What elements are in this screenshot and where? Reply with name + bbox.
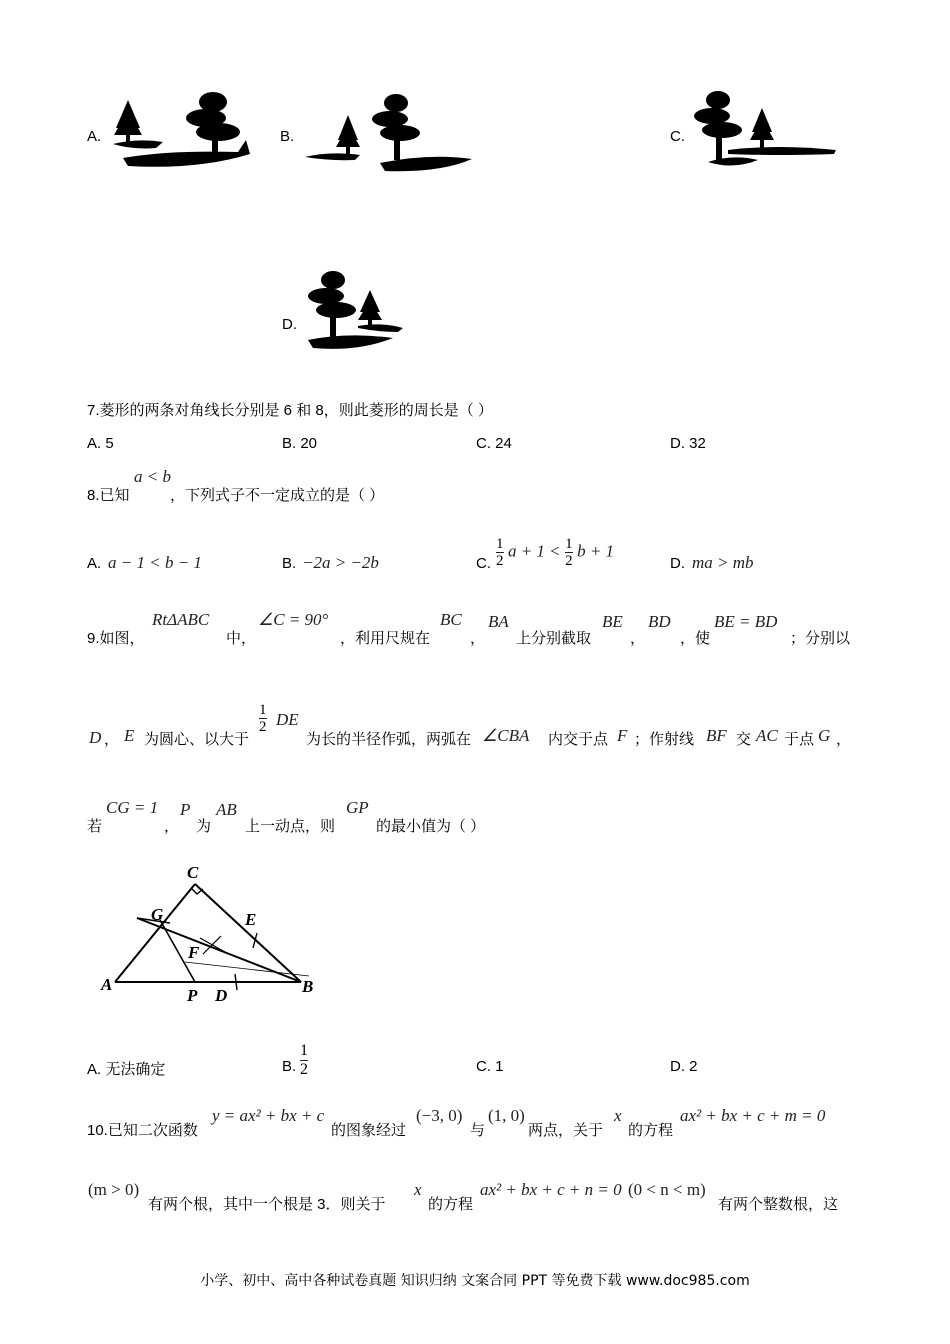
q9-option-a: A. 无法确定 [87,1061,166,1078]
q9-fig-label-c: C [187,863,199,882]
q6-option-d-label: D. [282,316,297,333]
q6-option-c-image [688,80,843,175]
q8-option-c-label: C. [476,555,491,572]
q9-half-fraction: $\frac{1}{2}$ [259,702,267,735]
q8-stem-post: ，下列式子不一定成立的是（ ） [170,487,385,504]
q10-point1: (−3, 0) [416,1106,463,1125]
q9-fig-label-g: G [151,905,164,924]
q8-stem-pre: 8.已知 [87,487,130,504]
q7-option-a: A. 5 [87,435,114,452]
q7-option-b: B. 20 [282,435,318,452]
q10-function: y = ax² + bx + c [212,1106,325,1125]
q6-option-a-label: A. [87,128,102,145]
q10-equation1: ax² + bx + c + m = 0 [680,1106,826,1125]
q6-option-b-image [300,85,480,175]
q7-option-d: D. 32 [670,435,706,452]
q8-option-b-expr: −2a > −2b [302,553,379,572]
q10-condition-m: (m > 0) [88,1180,140,1199]
q8-option-d-label: D. [670,555,685,572]
q6-option-c-label: C. [670,128,685,145]
q8-option-c-frac2: $\frac{1}{2}$ [565,536,573,569]
q9-option-b-fraction: $\frac{1}{2}$ [300,1042,308,1078]
q9-fig-label-p: P [187,986,198,1005]
q9-fig-label-a: A [101,975,113,994]
q7-option-c: C. 24 [476,435,512,452]
q10-condition-n: (0 < n < m) [628,1180,706,1199]
q9-fig-label-b: B [302,977,314,996]
q8-option-c-expr: $\frac{1}{2}$ a + 1 < $\frac{1}{2}$ b + 1 [496,536,615,569]
q9-option-b-label: B. [282,1058,297,1075]
q9-fig-label-e: E [245,910,257,929]
q8-condition: a < b [134,467,171,486]
q8-option-d-expr: ma > mb [692,553,754,572]
q7-stem: 7.菱形的两条对角线长分别是 6 和 8，则此菱形的周长是（ ） [87,402,493,419]
q9-be-eq-bd: BE = BD [714,612,778,631]
q8-option-b-label: B. [282,555,297,572]
q8-option-a-label: A. [87,555,102,572]
q10-point2: (1, 0) [488,1106,525,1125]
q9-fig-label-f: F [188,943,200,962]
q9-option-d: D. 2 [670,1058,698,1075]
q9-fig-label-d: D [215,986,228,1005]
page-footer: 小学、初中、高中各种试卷真题 知识归纳 文案合同 PPT 等免费下载 www.doc985.com [200,1273,750,1289]
q6-option-d-image [298,262,413,362]
q8-option-a-expr: a − 1 < b − 1 [108,553,202,572]
q6-option-b-label: B. [280,128,295,145]
q9-option-c: C. 1 [476,1058,504,1075]
q10-equation2: ax² + bx + c + n = 0 [480,1180,622,1199]
q10-stem-pre: 10.已知二次函数 [87,1122,198,1139]
q8-option-c-frac1: $\frac{1}{2}$ [496,536,504,569]
q9-stem-pre: 9.如图， [87,630,145,647]
q9-rt-triangle: RtΔABC [152,610,210,629]
q9-angle-c: ∠C = 90° [258,610,329,629]
q9-triangle-figure [95,858,335,1008]
q6-option-a-image [108,80,258,175]
